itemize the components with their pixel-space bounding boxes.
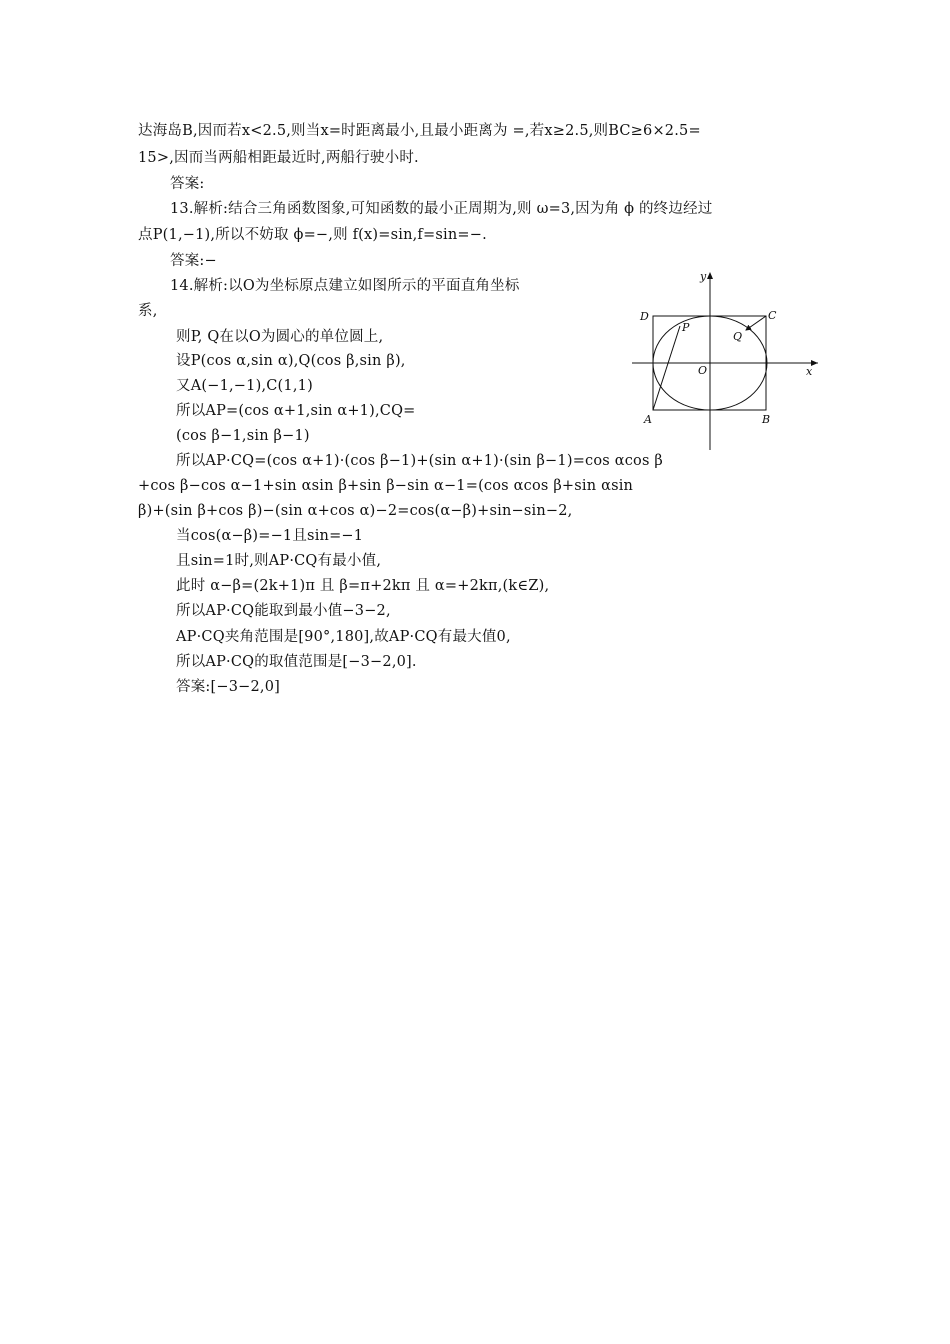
origin-label: O (698, 364, 708, 377)
solution-14-line-9: +cos β−cos α−1+sin αsin β+sin β−sin α−1=(cos αcos β+sin αsin (138, 478, 634, 494)
x-axis-label: x (806, 365, 813, 378)
point-a-label: A (644, 413, 652, 426)
point-p-label: P (682, 321, 690, 334)
solution-13-line-1: 13.解析:结合三角函数图象,可知函数的最小正周期为,则 ω=3,因为角 ϕ 的终边经过 (170, 201, 713, 217)
point-q-label: Q (733, 330, 743, 343)
solution-14-line-14: 所以AP·CQ能取到最小值−3−2, (176, 603, 391, 619)
solution-14-line-7: (cos β−1,sin β−1) (176, 428, 310, 444)
point-d-label: D (640, 310, 649, 323)
answer-line-14: 答案:[−3−2,0] (176, 679, 280, 695)
solution-14-line-16: 所以AP·CQ的取值范围是[−3−2,0]. (176, 654, 417, 670)
solution-14-line-11: 当cos(α−β)=−1且sin=−1 (176, 528, 364, 544)
segment-ap (653, 326, 680, 410)
point-c-label: C (768, 309, 777, 322)
solution-14-line-8: 所以AP·CQ=(cos α+1)·(cos β−1)+(sin α+1)·(sin β−1)=cos αcos β (176, 453, 664, 469)
unit-circle-figure (632, 268, 822, 452)
solution-14-line-5: 又A(−1,−1),C(1,1) (176, 378, 313, 394)
solution-14-line-12: 且sin=1时,则AP·CQ有最小值, (176, 553, 382, 569)
solution-14-line-1: 14.解析:以O为坐标原点建立如图所示的平面直角坐标 (170, 278, 520, 294)
answer-line-12: 答案: (170, 176, 205, 192)
vector-cq (746, 316, 766, 330)
solution-13-line-2: 点P(1,−1),所以不妨取 ϕ=−,则 f(x)=sin,f=sin=−. (138, 227, 487, 243)
solution-14-line-13: 此时 α−β=(2k+1)π 且 β=π+2kπ 且 α=+2kπ,(k∈Z), (176, 578, 550, 594)
y-axis-label: y (700, 270, 707, 283)
solution-14-line-2: 系, (138, 303, 158, 319)
solution-14-line-15: AP·CQ夹角范围是[90°,180],故AP·CQ有最大值0, (176, 629, 511, 645)
solution-14-line-6: 所以AP=(cos α+1,sin α+1),CQ= (176, 403, 416, 419)
point-b-label: B (762, 413, 771, 426)
solution-14-line-4: 设P(cos α,sin α),Q(cos β,sin β), (176, 353, 406, 369)
answer-line-13: 答案:− (170, 253, 217, 269)
solution-14-line-10: β)+(sin β+cos β)−(sin α+cos α)−2=cos(α−β)+sin−sin−2, (138, 503, 573, 519)
text-line-1: 达海岛B,因而若x<2.5,则当x=时距离最小,且最小距离为 =,若x≥2.5,则BC≥6×2.5= (138, 123, 701, 139)
solution-14-line-3: 则P, Q在以O为圆心的单位圆上, (176, 329, 384, 345)
y-axis-arrow-icon (707, 272, 713, 279)
text-line-2: 15>,因而当两船相距最近时,两船行驶小时. (138, 150, 419, 166)
